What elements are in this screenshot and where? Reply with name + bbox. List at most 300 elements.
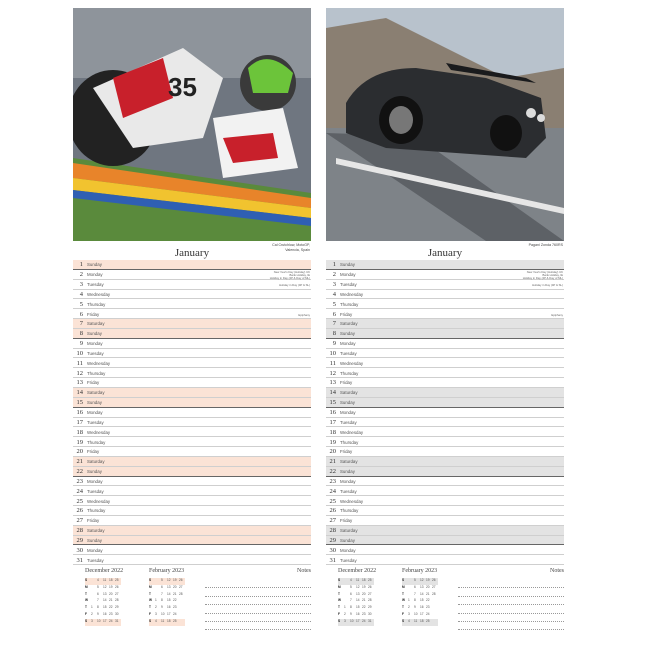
day-name: Tuesday	[340, 488, 357, 494]
day-number: 17	[329, 418, 336, 426]
day-number: 12	[329, 369, 336, 377]
mini-date: 12	[420, 578, 426, 585]
mini-date: 11	[414, 619, 420, 626]
day-row	[73, 290, 311, 300]
day-row	[73, 368, 311, 378]
day-number: 19	[76, 438, 83, 446]
day-name: Saturday	[87, 390, 105, 396]
mini-date: 30	[368, 611, 372, 616]
day-row	[326, 339, 564, 349]
mini-day-letter: S	[149, 578, 155, 585]
mini-date: 28	[432, 591, 436, 596]
day-name: Friday	[340, 380, 353, 386]
day-name: Friday	[340, 311, 353, 317]
day-row	[73, 457, 311, 467]
day-row	[73, 496, 311, 506]
mini-day-letter: F	[85, 611, 87, 616]
holiday-note: Holiday in Day (4P & SL)	[279, 283, 310, 288]
day-number: 23	[76, 477, 83, 485]
mini-date: 30	[115, 611, 119, 616]
mini-date: 1	[155, 598, 157, 603]
mini-date: 4	[155, 619, 161, 626]
day-name: Saturday	[87, 459, 105, 465]
day-number: 17	[76, 418, 83, 426]
day-name: Monday	[87, 341, 103, 347]
mini-date: 10	[161, 611, 165, 616]
day-name: Thursday	[87, 370, 106, 376]
day-name: Friday	[87, 311, 100, 317]
mini-date: 5	[350, 584, 352, 589]
photo-caption: Pagani Zonda 760RS	[528, 243, 563, 247]
notes-title: Notes	[550, 568, 564, 574]
day-name: Sunday	[87, 262, 102, 268]
day-name: Monday	[87, 547, 103, 553]
day-number: 11	[76, 359, 83, 367]
notes-lines	[205, 580, 311, 630]
day-number: 8	[79, 330, 83, 338]
day-name: Friday	[340, 449, 353, 455]
day-number: 14	[76, 389, 83, 397]
day-row	[73, 270, 311, 280]
day-number: 18	[76, 428, 83, 436]
day-name: Wednesday	[340, 360, 364, 366]
mini-day-letter: T	[338, 591, 340, 596]
day-number: 22	[76, 468, 83, 476]
day-name: Saturday	[340, 321, 358, 327]
day-row	[73, 329, 311, 339]
day-number: 30	[76, 546, 83, 554]
day-number: 6	[79, 310, 83, 318]
day-name: Monday	[340, 341, 356, 347]
day-name: Wednesday	[87, 291, 111, 297]
day-row	[73, 467, 311, 477]
day-row	[73, 477, 311, 487]
day-number: 13	[76, 379, 83, 387]
day-row	[73, 516, 311, 526]
mini-date: 6	[161, 584, 163, 589]
mini-date: 10	[97, 619, 103, 626]
mini-date: 7	[161, 591, 163, 596]
day-number: 5	[79, 300, 83, 308]
mini-date: 16	[420, 605, 424, 610]
day-row	[73, 526, 311, 536]
day-row	[326, 447, 564, 457]
day-name: Friday	[87, 449, 100, 455]
mini-date: 7	[350, 598, 352, 603]
mini-date: 27	[432, 584, 436, 589]
mini-date: 14	[103, 598, 107, 603]
mini-date: 13	[103, 591, 107, 596]
day-name: Wednesday	[87, 360, 111, 366]
mini-date: 1	[344, 605, 346, 610]
mini-date: 17	[356, 619, 362, 626]
day-row	[326, 398, 564, 408]
footer-mini-calendars	[73, 568, 311, 634]
day-number: 27	[329, 517, 336, 525]
mini-day-letter: T	[149, 605, 151, 610]
mini-day-letter: T	[402, 605, 404, 610]
mini-date: 8	[414, 598, 416, 603]
day-number: 11	[329, 359, 336, 367]
mini-date: 19	[362, 584, 366, 589]
mini-date	[179, 605, 185, 612]
mini-date: 21	[362, 598, 366, 603]
day-row	[326, 260, 564, 270]
mini-date: 28	[368, 598, 372, 603]
mini-date: 24	[426, 611, 430, 616]
mini-date: 23	[173, 605, 177, 610]
day-row	[73, 299, 311, 309]
day-number: 26	[76, 507, 83, 515]
mini-date: 22	[362, 605, 366, 610]
day-name: Wednesday	[340, 291, 364, 297]
day-row	[73, 398, 311, 408]
mini-day-letter: T	[149, 591, 151, 596]
mini-date: 10	[350, 619, 356, 626]
day-number: 28	[76, 527, 83, 535]
day-number: 5	[332, 300, 336, 308]
mini-calendar-december	[85, 578, 121, 626]
day-name: Saturday	[87, 528, 105, 534]
mini-date: 15	[420, 598, 424, 603]
day-name: Monday	[340, 410, 356, 415]
mini-day-letter: S	[85, 619, 91, 626]
day-name: Sunday	[340, 469, 355, 475]
day-number: 8	[332, 330, 336, 338]
day-row	[73, 555, 311, 565]
mini-date: 12	[103, 584, 107, 589]
day-name: Thursday	[87, 439, 106, 445]
day-name: Tuesday	[340, 419, 357, 425]
mini-date: 20	[362, 591, 366, 596]
day-number: 19	[329, 438, 336, 446]
mini-day-letter: S	[338, 619, 344, 626]
mini-date: 18	[420, 619, 426, 626]
day-name: Monday	[87, 478, 103, 484]
mini-date	[432, 598, 438, 605]
day-name: Monday	[340, 272, 356, 278]
mini-date: 24	[362, 619, 368, 626]
day-row	[73, 408, 311, 418]
mini-date: 26	[368, 584, 372, 589]
mini-date: 22	[426, 598, 430, 603]
mini-day-letter: M	[338, 584, 341, 589]
mini-date: 29	[115, 605, 119, 610]
day-name: Sunday	[87, 331, 102, 337]
mini-date: 28	[115, 598, 119, 603]
mini-date: 7	[414, 591, 416, 596]
notes-lines	[458, 580, 564, 630]
day-row	[73, 378, 311, 388]
mini-date: 23	[109, 611, 113, 616]
mini-date: 6	[414, 584, 416, 589]
mini-date: 7	[97, 598, 99, 603]
day-name: Wednesday	[340, 429, 364, 435]
mini-date: 25	[368, 578, 374, 585]
day-row	[326, 329, 564, 339]
svg-text:35: 35	[168, 72, 197, 102]
day-row	[326, 467, 564, 477]
mini-date: 18	[109, 578, 115, 585]
mini-date: 1	[91, 605, 93, 610]
mini-day-letter: M	[149, 584, 152, 589]
holiday-note: Epiphany	[298, 312, 310, 317]
day-row	[326, 477, 564, 487]
mini-date: 14	[356, 598, 360, 603]
day-row	[326, 526, 564, 536]
day-row	[73, 536, 311, 546]
mini-date: 25	[173, 619, 179, 626]
mini-day-letter: M	[85, 584, 88, 589]
day-name: Wednesday	[87, 498, 111, 504]
day-row	[326, 349, 564, 359]
calendar-page-right	[326, 8, 564, 636]
mini-day-letter: S	[149, 619, 155, 626]
mini-date: 2	[408, 605, 410, 610]
day-row	[73, 418, 311, 428]
mini-date: 31	[368, 619, 374, 626]
day-row	[73, 280, 311, 290]
day-number: 23	[329, 477, 336, 485]
day-number: 21	[329, 458, 336, 466]
day-name: Thursday	[87, 508, 106, 514]
mini-date: 3	[91, 619, 97, 626]
day-row	[326, 378, 564, 388]
mini-day-letter: F	[402, 611, 404, 616]
mini-day-letter: T	[85, 605, 87, 610]
day-row	[73, 437, 311, 447]
day-number: 22	[329, 468, 336, 476]
mini-date: 3	[344, 619, 350, 626]
day-row	[326, 545, 564, 555]
mini-date: 15	[356, 605, 360, 610]
day-number: 15	[329, 399, 336, 407]
calendar-page-left	[73, 8, 311, 636]
day-number: 25	[76, 497, 83, 505]
mini-date: 14	[420, 591, 424, 596]
day-name: Thursday	[340, 508, 359, 514]
mini-date: 6	[97, 591, 99, 596]
day-row	[73, 427, 311, 437]
holiday-note: New Year's Day (Holiday) UK Bank Holiday, IE Holiday in Day (4P & Day of ML)	[269, 269, 310, 281]
day-number: 13	[329, 379, 336, 387]
day-number: 6	[332, 310, 336, 318]
day-number: 9	[79, 340, 83, 348]
mini-day-letter: F	[149, 611, 151, 616]
day-number: 10	[329, 349, 336, 357]
mini-calendar-february	[402, 578, 438, 626]
day-name: Monday	[87, 410, 103, 415]
day-number: 20	[76, 448, 83, 456]
month-title: January	[174, 247, 210, 259]
day-number: 7	[332, 320, 336, 328]
day-number: 25	[329, 497, 336, 505]
mini-calendar-title-december: December 2022	[85, 568, 124, 574]
mini-date: 11	[356, 578, 362, 585]
day-number: 10	[76, 349, 83, 357]
mini-date: 16	[103, 611, 107, 616]
day-name: Sunday	[340, 400, 355, 406]
mini-day-letter: F	[338, 611, 340, 616]
mini-day-letter: S	[402, 578, 408, 585]
sports-car-photo	[326, 8, 564, 241]
mini-date: 8	[161, 598, 163, 603]
day-row	[326, 486, 564, 496]
mini-date: 25	[426, 619, 432, 626]
mini-date: 19	[426, 578, 432, 585]
mini-date: 14	[167, 591, 171, 596]
day-row	[326, 388, 564, 398]
mini-date: 9	[161, 605, 163, 610]
day-row	[326, 309, 564, 319]
mini-date: 12	[167, 578, 173, 585]
day-name: Monday	[340, 478, 356, 484]
day-number: 21	[76, 458, 83, 466]
mini-date: 5	[161, 578, 167, 585]
day-row	[326, 427, 564, 437]
photo-caption: Cal Crutchlow, MotoGP, Valencia, Spain	[272, 243, 310, 252]
day-number: 31	[76, 556, 83, 564]
mini-day-letter: W	[402, 598, 406, 603]
day-list	[326, 260, 564, 565]
day-name: Thursday	[340, 370, 359, 376]
day-number: 16	[329, 409, 336, 416]
mini-date	[432, 612, 438, 619]
day-row	[73, 358, 311, 368]
day-number: 18	[329, 428, 336, 436]
mini-date: 23	[362, 611, 366, 616]
day-row	[326, 506, 564, 516]
day-number: 12	[76, 369, 83, 377]
mini-date: 2	[155, 605, 157, 610]
mini-date: 13	[167, 584, 171, 589]
day-number: 20	[329, 448, 336, 456]
mini-day-letter: T	[85, 591, 87, 596]
day-name: Sunday	[340, 262, 355, 268]
day-row	[326, 358, 564, 368]
notes-title: Notes	[297, 568, 311, 574]
day-row	[326, 516, 564, 526]
mini-date: 16	[167, 605, 171, 610]
mini-calendar-title-december: December 2022	[338, 568, 377, 574]
mini-date: 16	[356, 611, 360, 616]
mini-date: 5	[97, 584, 99, 589]
day-row	[326, 555, 564, 565]
mini-calendar-february	[149, 578, 185, 626]
mini-date: 26	[432, 578, 438, 585]
mini-date: 1	[408, 598, 410, 603]
day-number: 4	[79, 290, 83, 298]
day-name: Sunday	[87, 537, 102, 543]
day-number: 29	[76, 536, 83, 544]
day-name: Friday	[87, 380, 100, 386]
day-row	[73, 260, 311, 270]
day-number: 15	[76, 399, 83, 407]
day-name: Tuesday	[87, 350, 104, 356]
day-name: Thursday	[87, 301, 106, 307]
day-row	[326, 299, 564, 309]
mini-date: 22	[109, 605, 113, 610]
day-row	[73, 388, 311, 398]
day-number: 1	[79, 261, 83, 269]
day-row	[326, 437, 564, 447]
mini-date: 17	[420, 611, 424, 616]
mini-date: 3	[408, 611, 410, 616]
mini-date: 26	[179, 578, 185, 585]
day-name: Saturday	[340, 390, 358, 396]
mini-date: 13	[356, 591, 360, 596]
mini-date: 26	[115, 584, 119, 589]
mini-day-letter: W	[149, 598, 153, 603]
mini-date: 20	[173, 584, 177, 589]
mini-date: 27	[115, 591, 119, 596]
mini-date: 15	[167, 598, 171, 603]
mini-date: 9	[414, 605, 416, 610]
mini-day-letter: S	[85, 578, 91, 585]
day-number: 29	[329, 536, 336, 544]
mini-date: 13	[420, 584, 424, 589]
mini-date: 8	[97, 605, 99, 610]
day-row	[73, 545, 311, 555]
mini-date: 19	[109, 584, 113, 589]
mini-date: 2	[344, 611, 346, 616]
day-number: 24	[329, 487, 336, 495]
day-name: Saturday	[87, 321, 105, 327]
day-name: Monday	[87, 272, 103, 278]
day-row	[326, 368, 564, 378]
mini-date: 18	[362, 578, 368, 585]
day-number: 2	[332, 271, 336, 279]
day-row	[73, 506, 311, 516]
mini-date	[179, 619, 185, 626]
day-number: 14	[329, 389, 336, 397]
day-row	[73, 447, 311, 457]
day-row	[73, 319, 311, 329]
mini-day-letter: M	[402, 584, 405, 589]
mini-date: 20	[109, 591, 113, 596]
mini-date: 6	[350, 591, 352, 596]
mini-date: 9	[97, 611, 99, 616]
day-number: 28	[329, 527, 336, 535]
day-number: 7	[79, 320, 83, 328]
day-row	[326, 280, 564, 290]
mini-date: 12	[356, 584, 360, 589]
day-number: 9	[332, 340, 336, 348]
mini-date: 29	[368, 605, 372, 610]
day-name: Tuesday	[87, 419, 104, 425]
day-number: 1	[332, 261, 336, 269]
day-name: Friday	[340, 518, 353, 524]
footer-mini-calendars	[326, 568, 564, 634]
mini-day-letter: T	[338, 605, 340, 610]
mini-date: 10	[414, 611, 418, 616]
day-number: 27	[76, 517, 83, 525]
day-row	[326, 536, 564, 546]
mini-day-letter: W	[85, 598, 89, 603]
day-number: 26	[329, 507, 336, 515]
day-name: Saturday	[340, 528, 358, 534]
day-row	[326, 496, 564, 506]
mini-date: 25	[115, 578, 121, 585]
day-number: 31	[329, 556, 336, 564]
mini-date: 24	[109, 619, 115, 626]
holiday-note: Holiday in Day (4P & SL)	[532, 283, 563, 288]
mini-date: 18	[167, 619, 173, 626]
day-row	[326, 290, 564, 300]
day-name: Wednesday	[340, 498, 364, 504]
month-title: January	[427, 247, 463, 259]
day-row	[73, 339, 311, 349]
